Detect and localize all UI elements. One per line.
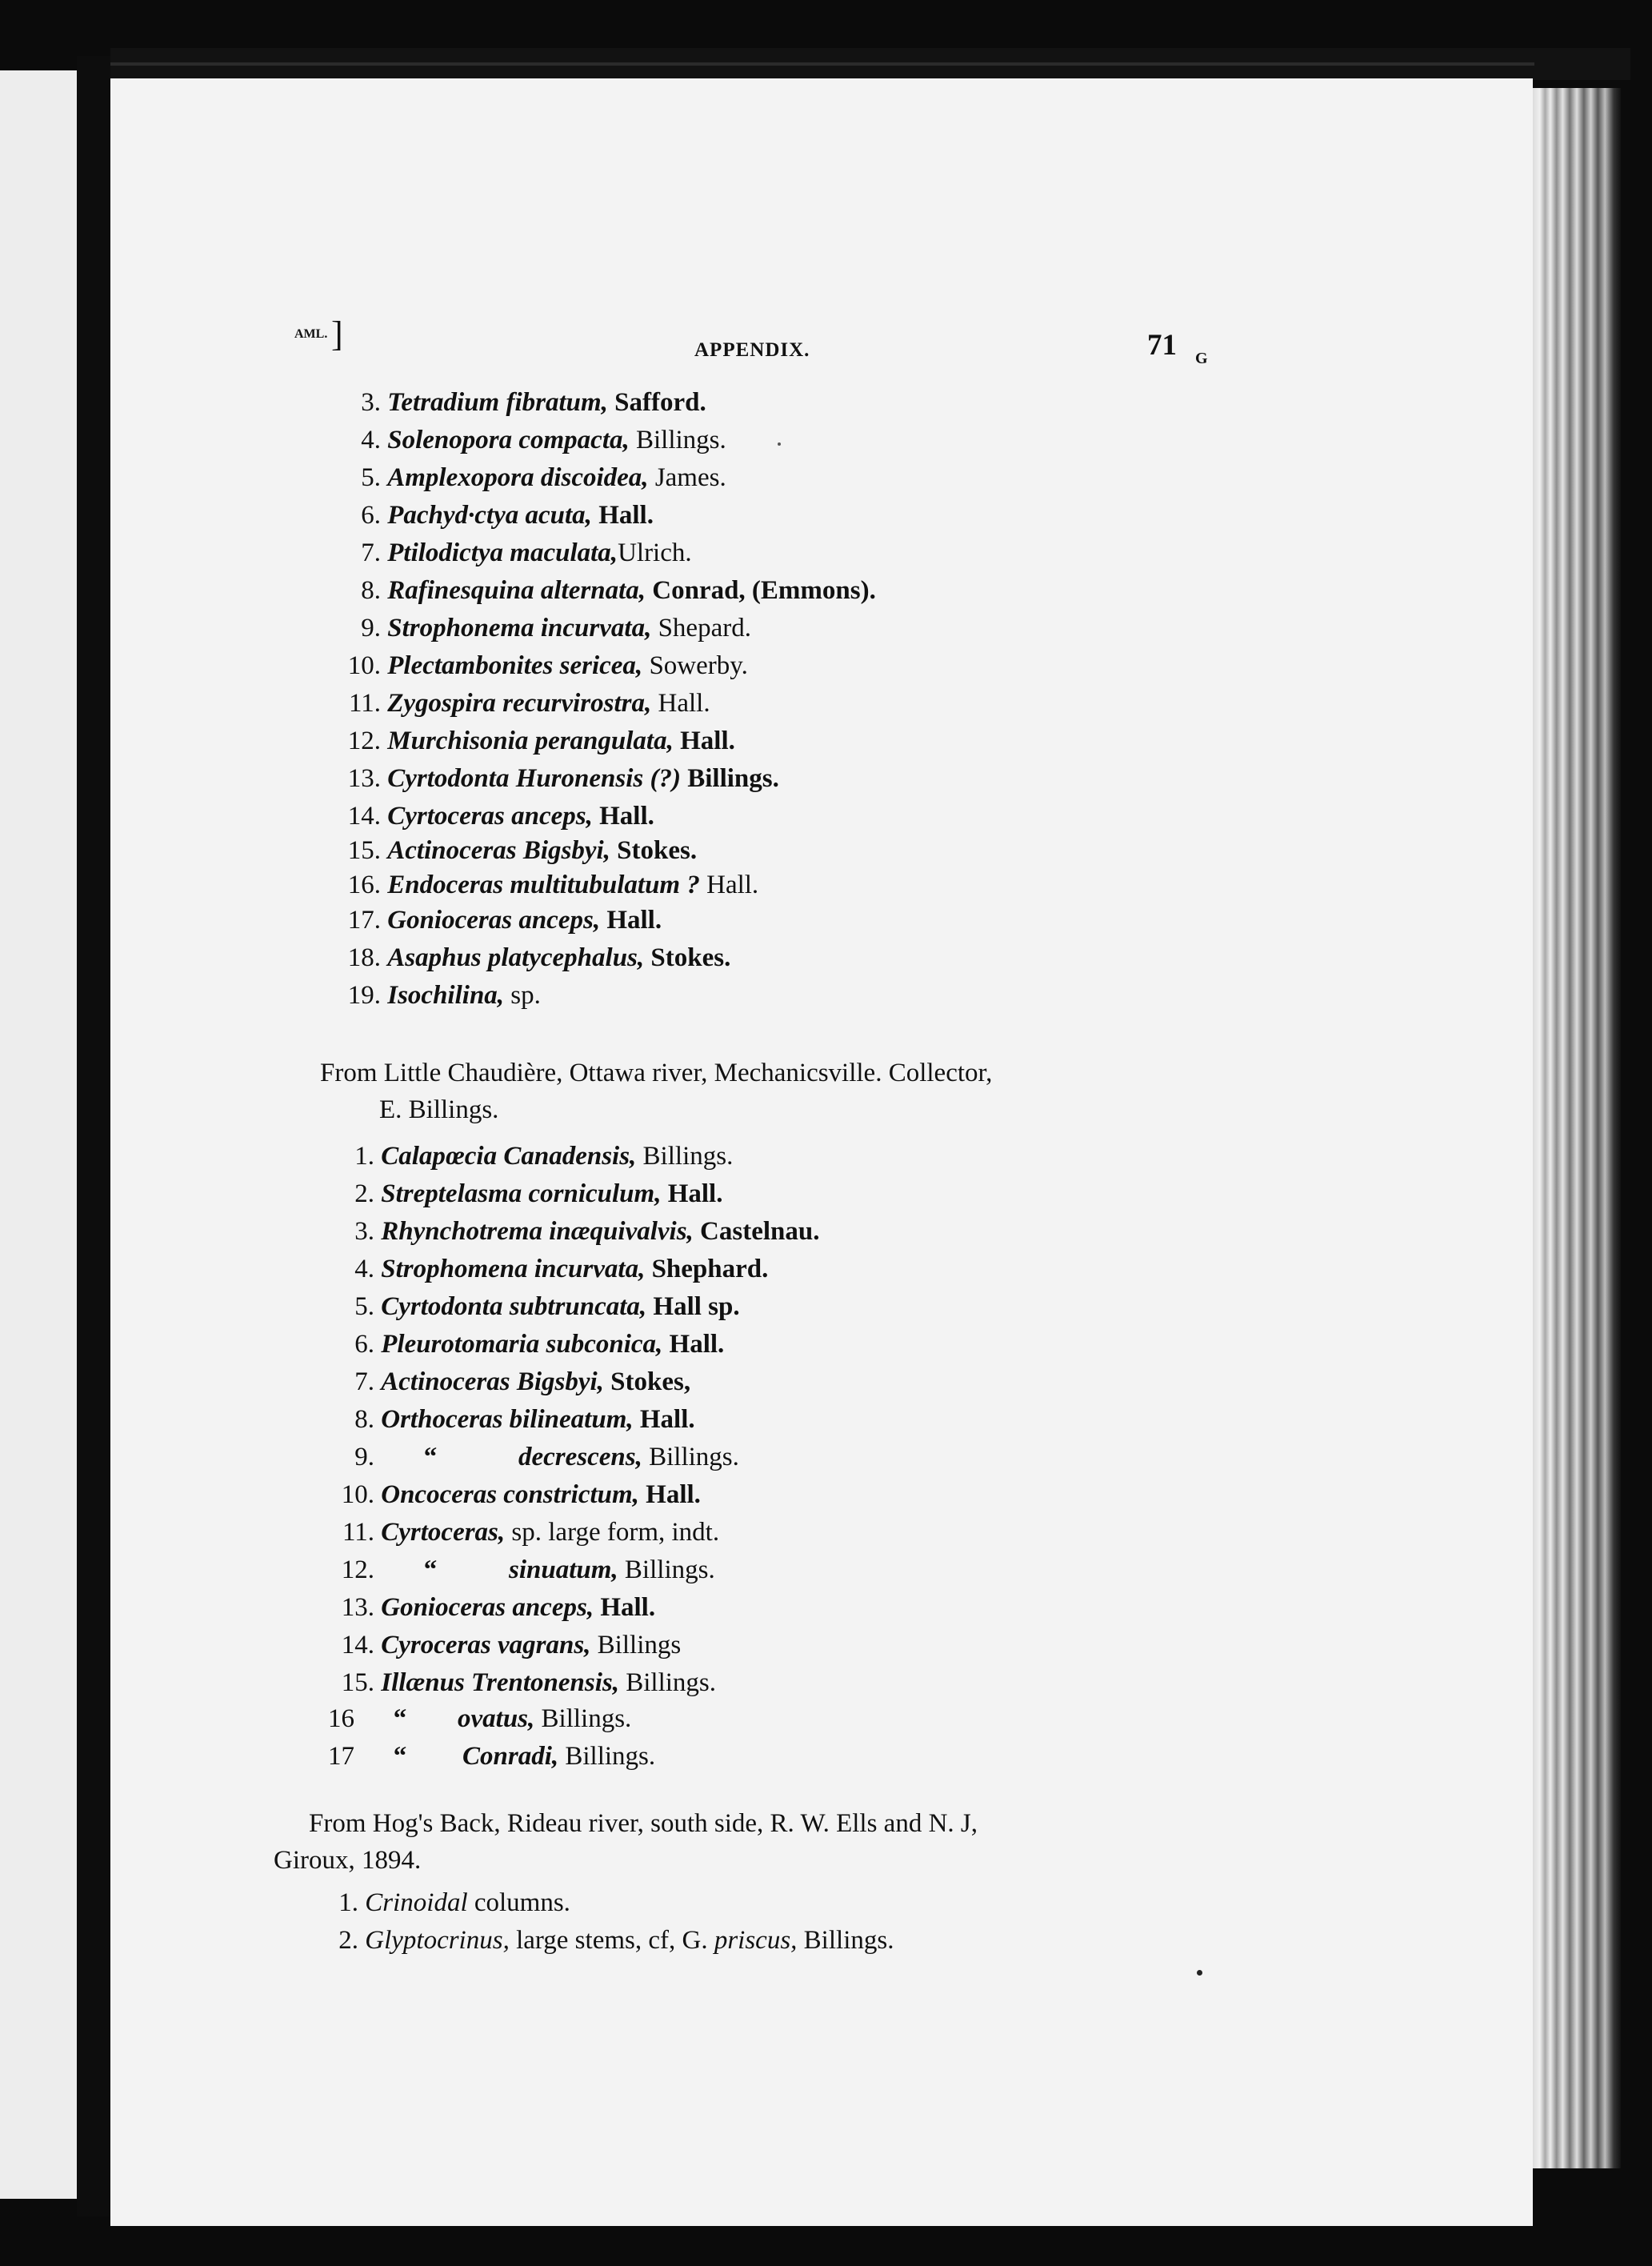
species-author: Billings.	[649, 1443, 739, 1471]
item-number: 1.	[338, 1888, 358, 1917]
species-author: Hall.	[706, 871, 759, 899]
item-number: 13.	[347, 764, 381, 793]
list-item	[350, 1441, 739, 1473]
species-author: Billings.	[803, 1926, 894, 1955]
item-number: 10.	[341, 1480, 374, 1509]
list-item	[357, 537, 692, 569]
species-name: Cyrtoceras anceps,	[387, 802, 593, 831]
page-number: 71	[1147, 329, 1177, 362]
species-name: Rhynchotrema inæquivalvis,	[381, 1217, 694, 1246]
species-author: Hall.	[599, 802, 654, 831]
item-number: 2.	[354, 1179, 374, 1208]
species-name: Oncoceras constrictum,	[381, 1480, 639, 1509]
species-name: sinuatum,	[509, 1555, 618, 1584]
species-name: Conradi,	[462, 1742, 559, 1771]
item-number: 2.	[338, 1926, 358, 1955]
item-number: 14.	[347, 802, 381, 831]
species-author: Safford.	[614, 388, 706, 417]
item-number: 5.	[361, 463, 381, 492]
list-item	[328, 1479, 701, 1511]
list-item	[334, 1924, 894, 1956]
species-author: sp.	[510, 981, 541, 1010]
list-item	[328, 1629, 681, 1661]
list-item	[344, 869, 758, 901]
species-author: Hall.	[606, 906, 662, 935]
species-name: Endoceras multitubulatum ?	[387, 871, 700, 899]
list-item	[328, 1740, 655, 1772]
list-item	[344, 904, 662, 936]
paragraph-line: E. Billings.	[379, 1095, 499, 1124]
page-top-edge	[110, 62, 1534, 66]
species-name: Ptilodictya maculata,	[387, 538, 618, 567]
species-author: Hall.	[680, 727, 735, 755]
species-author: Billings.	[624, 1555, 715, 1584]
species-name: Zygospira recurvirostra,	[387, 689, 652, 718]
species-name: Murchisonia perangulata,	[387, 727, 674, 755]
species-author: sp. large form, indt.	[511, 1518, 720, 1547]
list-item	[357, 575, 876, 607]
species-name: ovatus,	[458, 1704, 535, 1733]
species-author: Hall sp.	[653, 1292, 740, 1321]
species-name: Gonioceras anceps,	[381, 1593, 594, 1622]
list-item	[350, 1366, 690, 1398]
species-author: Hall.	[646, 1480, 701, 1509]
list-item	[357, 386, 706, 418]
item-number: 8.	[354, 1405, 374, 1434]
list-item	[328, 1703, 631, 1735]
paragraph-line: Giroux, 1894.	[274, 1846, 422, 1875]
item-text: columns.	[474, 1888, 570, 1917]
item-number: 15.	[341, 1668, 374, 1697]
species-name: Solenopora compacta,	[387, 426, 630, 454]
list-item	[344, 687, 710, 719]
item-number: 11.	[342, 1518, 374, 1547]
species-author: Billings	[597, 1631, 682, 1659]
species-author: Billings.	[626, 1668, 716, 1697]
species-name: Strophomena incurvata,	[381, 1255, 646, 1283]
item-number: 3.	[361, 388, 381, 417]
item-number: 18.	[347, 943, 381, 972]
list-item	[350, 1215, 819, 1247]
item-number: 7.	[361, 538, 381, 567]
paragraph-line: From Little Chaudière, Ottawa river, Mechanicsville. Collector,	[320, 1059, 993, 1087]
item-number: 13.	[341, 1593, 374, 1622]
list-item	[344, 725, 735, 757]
item-number: 16	[328, 1704, 354, 1733]
item-text: large stems, cf, G.	[516, 1926, 708, 1955]
item-number: 6.	[354, 1330, 374, 1359]
list-item	[344, 650, 748, 682]
species-name: Rafinesquina alternata,	[387, 576, 646, 605]
list-item	[344, 763, 779, 795]
species-name: Illænus Trentonensis,	[381, 1668, 619, 1697]
species-author: Billings.	[636, 426, 726, 454]
species-name: Actinoceras Bigsbyi,	[381, 1367, 604, 1396]
species-author: Hall.	[600, 1593, 656, 1622]
species-name: Asaphus platycephalus,	[387, 943, 645, 972]
list-item	[357, 424, 726, 456]
item-number: 12.	[347, 727, 381, 755]
species-author: Stokes,	[610, 1367, 691, 1396]
species-name: Plectambonites sericea,	[387, 651, 643, 680]
list-item	[350, 1253, 768, 1285]
species-name: Gonioceras anceps,	[387, 906, 601, 935]
species-name: Pleurotomaria subconica,	[381, 1330, 663, 1359]
list-item	[344, 800, 654, 832]
item-number: 16.	[347, 871, 381, 899]
item-number: 11.	[348, 689, 381, 718]
locality-paragraph-2	[274, 1805, 978, 1879]
list-item	[344, 942, 730, 974]
species-name: Cyrtoceras,	[381, 1518, 506, 1547]
list-item	[328, 1667, 716, 1699]
item-number: 10.	[347, 651, 381, 680]
list-item	[344, 835, 697, 867]
species-name: Isochilina,	[387, 981, 505, 1010]
species-name: Streptelasma corniculum,	[381, 1179, 662, 1208]
item-number: 19.	[347, 981, 381, 1010]
species-name: decrescens,	[518, 1443, 642, 1471]
ditto-mark: “	[393, 1704, 407, 1733]
item-number: 5.	[354, 1292, 374, 1321]
species-name: Calapœcia Canadensis,	[381, 1142, 637, 1171]
item-number: 8.	[361, 576, 381, 605]
list-item	[357, 462, 726, 494]
species-author: Shephard.	[651, 1255, 769, 1283]
species-author: Stokes.	[617, 836, 698, 865]
species-author: Billings.	[565, 1742, 656, 1771]
list-item	[357, 499, 654, 531]
species-name: Crinoidal	[365, 1888, 468, 1917]
print-speck	[778, 442, 781, 446]
species-author: Hall.	[658, 689, 710, 718]
list-item	[328, 1591, 655, 1623]
item-number: 14.	[341, 1631, 374, 1659]
species-author: Hall.	[669, 1330, 725, 1359]
item-number: 9.	[361, 614, 381, 643]
species-author: Billings.	[642, 1142, 734, 1171]
list-item	[350, 1178, 722, 1210]
ditto-mark: “	[423, 1555, 438, 1584]
print-speck	[1197, 1970, 1202, 1976]
ditto-mark: “	[423, 1443, 438, 1471]
species-author: Billings.	[687, 764, 779, 793]
page-stack-edge	[1533, 88, 1621, 2168]
species-name: Pachyd·ctya acuta,	[387, 501, 592, 530]
species-name: Glyptocrinus,	[365, 1926, 510, 1955]
species-author: Hall.	[639, 1405, 695, 1434]
item-number: 4.	[354, 1255, 374, 1283]
header-left-mark: AML.	[294, 327, 328, 341]
species-author: Hall.	[667, 1179, 723, 1208]
species-author: Hall.	[598, 501, 654, 530]
species-name: Tetradium fibratum,	[387, 388, 608, 417]
running-title: APPENDIX.	[694, 339, 810, 361]
species-name: Amplexopora discoidea,	[387, 463, 649, 492]
list-item	[350, 1328, 724, 1360]
species-author: Billings.	[541, 1704, 632, 1733]
species-name: Strophonema incurvata,	[387, 614, 652, 643]
list-item	[350, 1403, 695, 1435]
species-author: Ulrich.	[618, 538, 692, 567]
item-number: 17	[328, 1742, 354, 1771]
list-item	[350, 1140, 733, 1172]
species-author: Castelnau.	[700, 1217, 820, 1246]
list-item	[357, 612, 751, 644]
page-number-suffix: G	[1195, 350, 1208, 367]
book-gutter	[77, 56, 110, 2216]
species-author: Sowerby.	[649, 651, 748, 680]
facing-page-edge	[0, 70, 77, 2199]
species-author: James.	[654, 463, 726, 492]
species-author: Conrad, (Emmons).	[652, 576, 876, 605]
species-name: Orthoceras bilineatum,	[381, 1405, 634, 1434]
list-item	[334, 1887, 570, 1919]
item-number: 12.	[341, 1555, 374, 1584]
locality-paragraph-1	[320, 1055, 992, 1128]
species-name: Actinoceras Bigsbyi,	[387, 836, 610, 865]
species-name: Cyroceras vagrans,	[381, 1631, 591, 1659]
ditto-mark: “	[393, 1742, 407, 1771]
species-name: priscus,	[714, 1926, 798, 1955]
item-number: 3.	[354, 1217, 374, 1246]
list-item	[328, 1554, 715, 1586]
paragraph-line: From Hog's Back, Rideau river, south side, R. W. Ells and N. J,	[309, 1809, 978, 1838]
book-page	[110, 78, 1533, 2226]
species-name: Cyrtodonta subtruncata,	[381, 1292, 647, 1321]
item-number: 1.	[354, 1142, 374, 1171]
item-number: 15.	[347, 836, 381, 865]
item-number: 4.	[361, 426, 381, 454]
item-number: 6.	[361, 501, 381, 530]
list-item	[350, 1291, 740, 1323]
species-author: Shepard.	[658, 614, 751, 643]
list-item	[344, 979, 541, 1011]
item-number: 7.	[354, 1367, 374, 1396]
header-bracket: ]	[331, 314, 343, 354]
species-author: Stokes.	[650, 943, 731, 972]
item-number: 17.	[347, 906, 381, 935]
species-name: Cyrtodonta Huronensis (?)	[387, 764, 681, 793]
item-number: 9.	[354, 1443, 374, 1471]
list-item	[328, 1516, 719, 1548]
